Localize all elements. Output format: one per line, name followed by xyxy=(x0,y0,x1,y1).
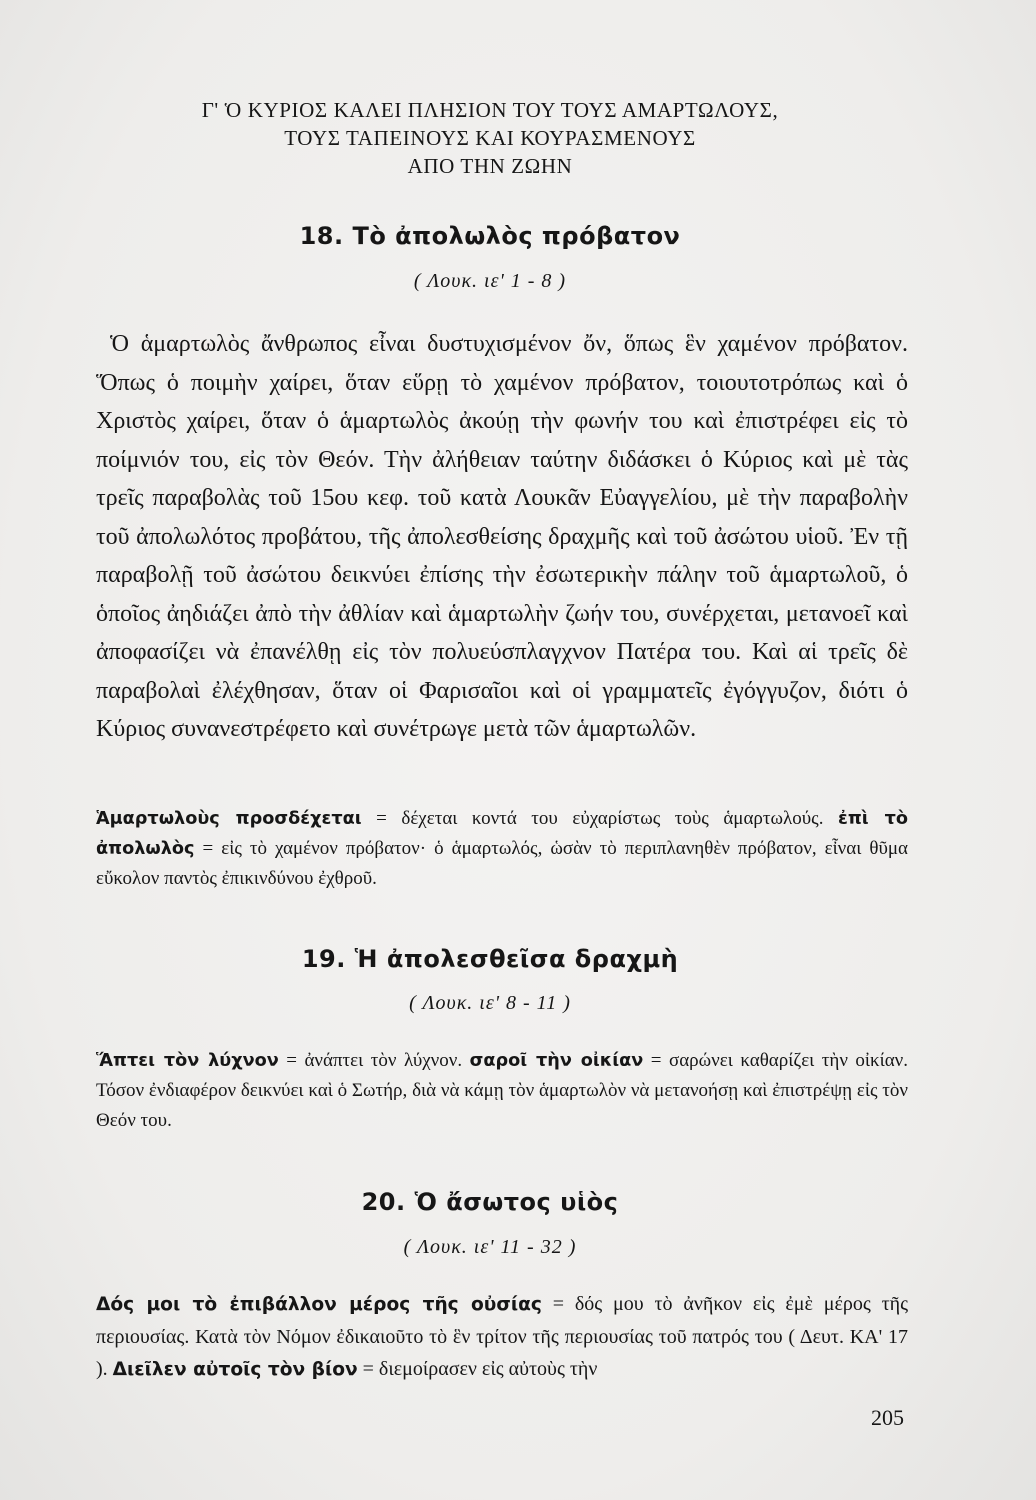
section-19-notes-text xyxy=(96,1046,908,1136)
section-18-notes-text xyxy=(96,804,908,894)
note-gloss: = εἰς τὸ χαμένον πρόβατον· ὁ ἁμαρτωλός, ὡσὰν τὸ περιπλανηθὲν πρόβατον, εἶναι θῦμα εὔκολον παντὸς ἐπικινδύνου ἐχθροῦ. xyxy=(96,838,909,889)
section-20-notes-text xyxy=(96,1288,908,1386)
chapter-title-line-3: ΑΠΟ ΤΗΝ ΖΩΗΝ xyxy=(407,154,573,178)
chapter-title-line-1: Γ' Ὁ ΚΥΡΙΟΣ ΚΑΛΕΙ ΠΛΗΣΙΟΝ ΤΟΥ ΤΟΥΣ ΑΜΑΡΤΩΛΟΥΣ, xyxy=(201,98,779,122)
section-19-reference: ( Λουκ. ιε' 8 - 11 ) xyxy=(409,992,571,1014)
section-20-reference: ( Λουκ. ιε' 11 - 32 ) xyxy=(403,1236,577,1258)
note-term: Ἅπτει τὸν λύχνον xyxy=(96,1051,279,1071)
note-term: Δός μοι τὸ ἐπιβάλλον μέρος τῆς οὐσίας xyxy=(96,1294,542,1315)
section-18-paragraph-text: Ὁ ἁμαρτωλὸς ἄνθρωπος εἶναι δυστυχισμένον ὄν, ὅπως ἓν χαμένον πρόβατον. Ὅπως ὁ ποιμὴν χαίρει, ὅταν εὕρῃ τὸ χαμένον πρόβατον, τοιουτοτρόπως καὶ ὁ Χριστὸς χαίρει, ὅταν ὁ ἁμαρτωλὸς ἀκούῃ τὴν φωνήν του καὶ ἐπιστρέφει εἰς τὸ ποίμνιόν του, εἰς τὸν Θεόν. Τὴν ἀλήθειαν ταύτην διδάσκει ὁ Κύριος καὶ μὲ τὰς τρεῖς παραβολὰς τοῦ 15ου κεφ. τοῦ κατὰ Λουκᾶν Εὐαγγελίου, μὲ τὴν παραβολὴν τοῦ ἀπολωλότος προβάτου, τῆς ἀπολεσθείσης δραχμῆς καὶ τοῦ ἀσώτου υἱοῦ. Ἐν τῇ παραβολῇ τοῦ ἀσώτου δεικνύει ἐπίσης τὴν ἐσωτερικὴν πάλην τοῦ ἁμαρτωλοῦ, ὁ ὁποῖος ἀηδιάζει ἀπὸ τὴν ἀθλίαν καὶ ἁμαρτωλὴν ζωήν του, συνέρχεται, μετανοεῖ καὶ ἀποφασίζει νὰ ἐπανέλθῃ εἰς τὸν πολυεύσπλαγχνον Πατέρα του. Καὶ αἱ τρεῖς δὲ παραβολαὶ ἐλέχθησαν, ὅταν οἱ Φαρισαῖοι καὶ οἱ γραμματεῖς ἐγόγγυζον, διότι ὁ Κύριος συνανεστρέφετο καὶ συνέτρωγε μετὰ τῶν ἁμαρτωλῶν. xyxy=(96,331,908,742)
section-20-title: 20. Ὁ ἄσωτος υἱὸς xyxy=(361,1188,619,1216)
section-18-reference: ( Λουκ. ιε' 1 - 8 ) xyxy=(413,270,567,292)
note-gloss: = δός μου τὸ ἀνῆκον εἰς ἐμὲ μέρος τῆς περιουσίας. Κατὰ τὸν Νόμον ἐδικαιοῦτο τὸ ἓν τρίτον τῆς περιουσίας τοῦ πατρός του ( Δευτ. ΚΑ' 17 ). xyxy=(96,1293,909,1380)
note-gloss: = ἀνάπτει τὸν λύχνον. xyxy=(286,1050,463,1071)
section-20-notes xyxy=(96,1288,908,1386)
note-term: Διεῖλεν αὐτοῖς τὸν βίον xyxy=(112,1359,358,1380)
page-number: 205 xyxy=(871,1405,904,1430)
note-gloss: = δέχεται κοντά του εὐχαρίστως τοὺς ἁμαρτωλούς. xyxy=(376,808,824,829)
section-18-title: 18. Τὸ ἀπολωλὸς πρόβατον xyxy=(299,222,681,250)
chapter-title xyxy=(90,96,890,180)
note-term: ἐπὶ τὸ ἀπολωλὸς xyxy=(96,809,908,859)
section-18-notes xyxy=(96,804,908,894)
section-19-notes xyxy=(96,1046,908,1136)
section-19-title: 19. Ἡ ἀπολεσθεῖσα δραχμὴ xyxy=(301,945,679,973)
note-term: Ἁμαρτωλοὺς προσδέχεται xyxy=(96,809,362,829)
note-gloss: = σαρώνει καθαρίζει τὴν οἰκίαν. Τόσον ἐνδιαφέρον δεικνύει καὶ ὁ Σωτήρ, διὰ νὰ κάμῃ τὸν ἁμαρτωλὸν νὰ μετανοήσῃ καὶ ἐπιστρέψῃ εἰς τὸν Θεόν του. xyxy=(96,1050,909,1131)
chapter-title-line-2: ΤΟΥΣ ΤΑΠΕΙΝΟΥΣ ΚΑΙ ΚΟΥΡΑΣΜΕΝΟΥΣ xyxy=(284,126,696,150)
note-term: σαροῖ τὴν οἰκίαν xyxy=(469,1051,644,1071)
note-gloss: = διεμοίρασεν εἰς αὐτοὺς τὴν xyxy=(362,1358,598,1380)
section-18-paragraph xyxy=(96,325,908,749)
